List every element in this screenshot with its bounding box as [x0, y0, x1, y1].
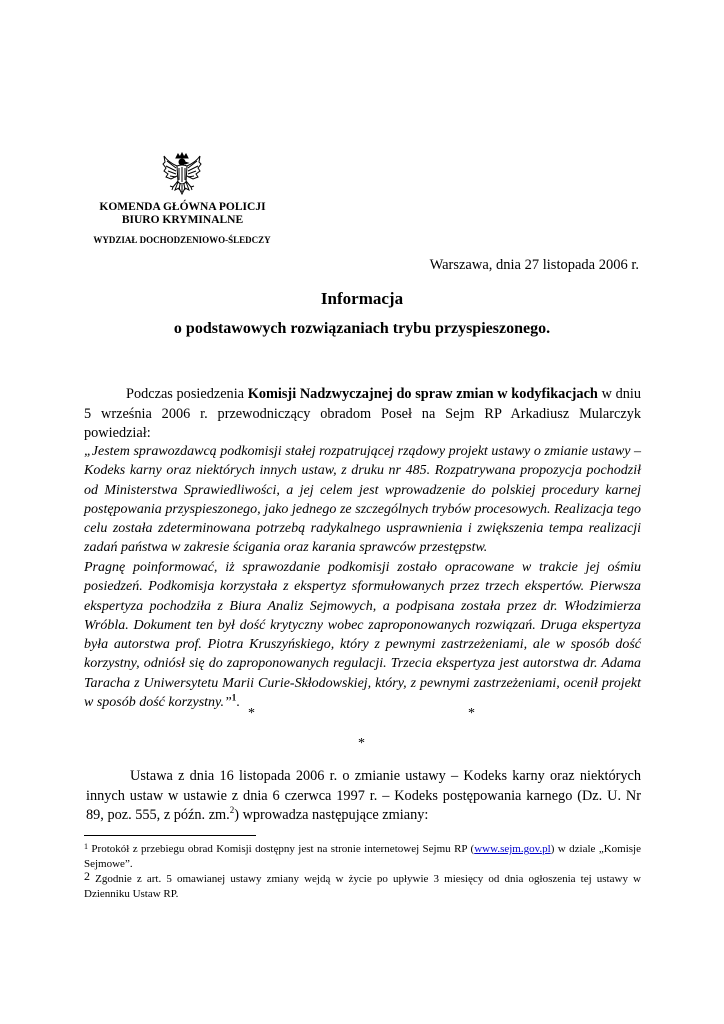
eagle-emblem-icon — [162, 152, 202, 198]
footnote-ref-1[interactable]: 1 — [231, 692, 237, 703]
document-subtitle: o podstawowych rozwiązaniach trybu przyspieszonego. — [173, 320, 551, 337]
footnote-divider — [84, 835, 256, 836]
sejm-website-link[interactable]: www.sejm.gov.pl — [474, 843, 551, 855]
intro-text-before: Podczas posiedzenia — [126, 386, 248, 402]
quote-paragraph-2 — [84, 558, 641, 712]
quote-paragraph-1: „Jestem sprawozdawcą podkomisji stałej rozpatrującej rządowy projekt ustawy o zmianie ustawy – Kodeks karny oraz niektórych innych ustaw, z druku nr 485. Rozpatrywana propozycja pochodził od Ministerstwa Sprawiedliwości, a jej celem jest wprowadzenie do polskiej procedury karnej postępowania przyspieszonego, jako jednego ze szczególnych trybów procesowych. Realizacja tego celu została zdeterminowana potrzebą radykalnego usprawnienia i zwiększenia tempa realizacji zadań państwa w zakresie ścigania oraz karania sprawców przestępstw. — [84, 444, 641, 556]
department-name: WYDZIAŁ DOCHODZENIOWO-ŚLEDCZY — [93, 235, 271, 245]
footnote-2 — [84, 869, 641, 902]
act-paragraph — [86, 767, 641, 826]
quote-text: Pragnę poinformować, iż sprawozdanie podkomisji zostało opracowane w trakcie jej ośmiu posiedzeń. Podkomisja korzystała z ekspertyz sformułowanych przez trzech ekspertów. Pierwsza ekspertyza pochodziła z Biura Analiz Sejmowych, a podpisana została przez dr. Włodzimierza Wróbla. Dokument ten był dość krytyczny wobec zaproponowanych rozwiązań. Druga ekspertyza była autorstwa prof. Piotra Kruszyńskiego, który z pewnymi zastrzeżeniami, ale w sposób dość korzystny, odniósł się do zaproponowanych regulacji. Trzecia ekspertyza jest autorstwa dr. Adama Taracha z Uniwersytetu Marii Curie-Skłodowskiej, który, z pewnymi zastrzeżeniami, ocenił projekt w sposób dość korzystny.” — [84, 560, 641, 711]
act-text-before: Ustawa z dnia 16 listopada 2006 r. o zmianie ustawy – Kodeks karny oraz niektórych innych ustaw w ustawie z dnia 6 czerwca 1997 r. – Kodeks postępowania karnego (Dz. U. Nr 89, poz. 555, z późn. zm. — [86, 768, 641, 823]
bureau-name: BIURO KRYMINALNE — [121, 214, 244, 226]
separator-star-center: * — [358, 736, 365, 751]
intro-text-after: w dniu 5 września 2006 r. przewodniczący obradom Poseł na Sejm RP Arkadiusz Mularczyk powiedział: — [84, 386, 641, 441]
separator-star-left: * — [248, 706, 255, 721]
footnote-2-text: Zgodnie z art. 5 omawianej ustawy zmiany wejdą w życie po upływie 3 miesięcy od dnia ogłoszenia tej ustawy w Dzienniku Ustaw RP. — [84, 873, 641, 900]
footnote-2-number: 2 — [84, 869, 90, 883]
footnote-1-text-after: ) w dziale „Komisje Sejmowe”. — [84, 843, 641, 870]
footnote-1-number: 1 — [84, 842, 88, 851]
quote-end: . — [236, 695, 240, 711]
document-title: Informacja — [320, 289, 404, 308]
commission-name: Komisji Nadzwyczajnej do spraw zmian w kodyfikacjach — [247, 386, 598, 402]
footnote-1 — [84, 842, 641, 872]
footnote-1-text-before: Protokół z przebiegu obrad Komisji dostępny jest na stronie internetowej Sejmu RP ( — [88, 843, 475, 855]
place-and-date: Warszawa, dnia 27 listopada 2006 r. — [429, 257, 639, 273]
act-text-after: ) wprowadza następujące zmiany: — [234, 807, 429, 823]
intro-paragraph — [84, 385, 641, 444]
institution-name: KOMENDA GŁÓWNA POLICJI — [99, 201, 266, 213]
separator-star-right: * — [468, 706, 475, 721]
footnote-ref-2[interactable]: 2 — [229, 805, 235, 816]
